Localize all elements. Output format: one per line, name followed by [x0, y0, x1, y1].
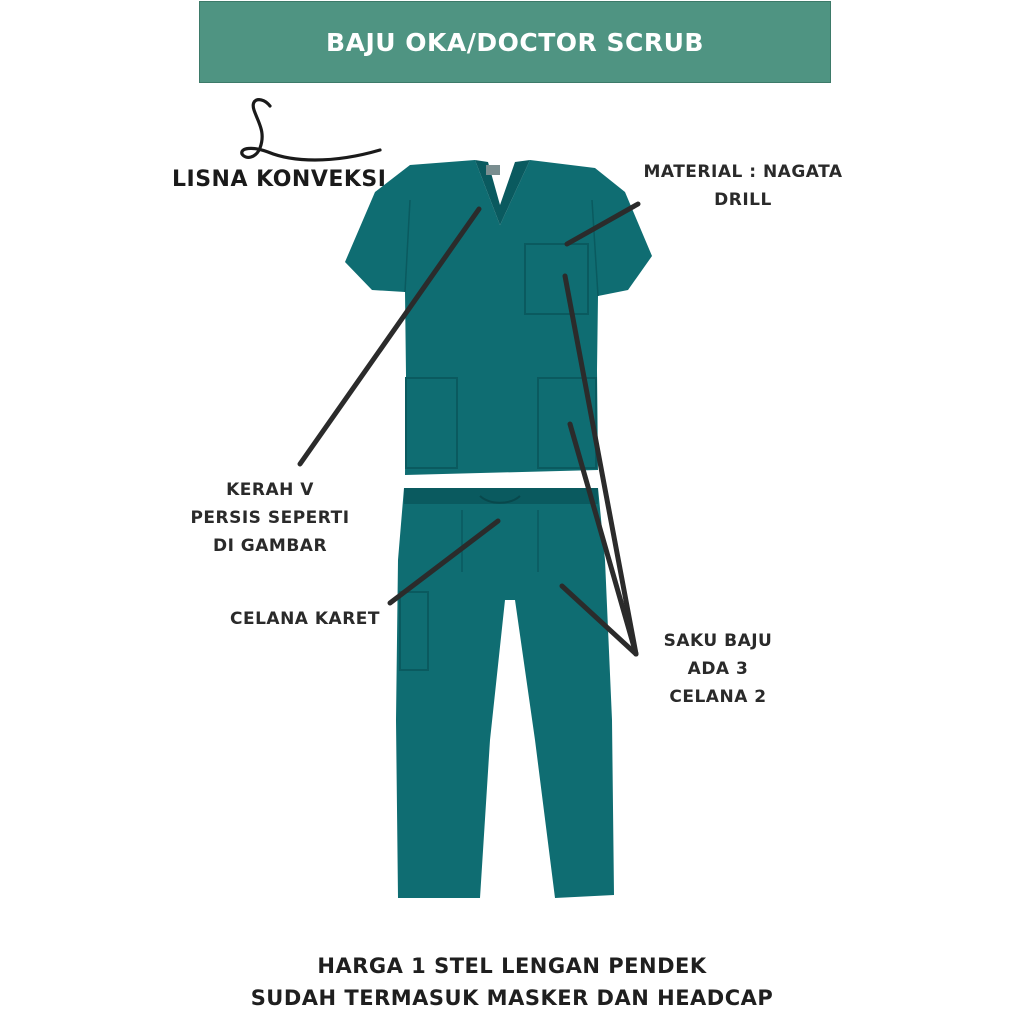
pockets-line1: SAKU BAJU: [663, 631, 773, 651]
pockets-line3: CELANA 2: [669, 687, 767, 707]
material-line2: DRILL: [714, 190, 772, 210]
brand-name: LISNA KONVEKSI: [172, 167, 387, 192]
material-label: [630, 158, 856, 214]
pants-label: [212, 605, 398, 633]
collar-line1: KERAH V: [226, 480, 314, 500]
scrub-pants: [396, 488, 614, 898]
footer-line2: SUDAH TERMASUK MASKER DAN HEADCAP: [250, 986, 774, 1010]
scrub-top: [345, 160, 652, 475]
collar-label: [170, 476, 370, 560]
pockets-label: [640, 627, 796, 711]
pockets-line2: ADA 3: [687, 659, 749, 679]
footer-price: [0, 950, 1024, 1014]
footer-line1: HARGA 1 STEL LENGAN PENDEK: [317, 954, 707, 978]
collar-line3: DI GAMBAR: [212, 536, 328, 556]
pants-line1: CELANA KARET: [229, 609, 380, 629]
collar-line2: PERSIS SEPERTI: [190, 508, 350, 528]
material-line1: MATERIAL : NAGATA: [643, 162, 843, 182]
banner-title: BAJU OKA/DOCTOR SCRUB: [326, 27, 704, 57]
